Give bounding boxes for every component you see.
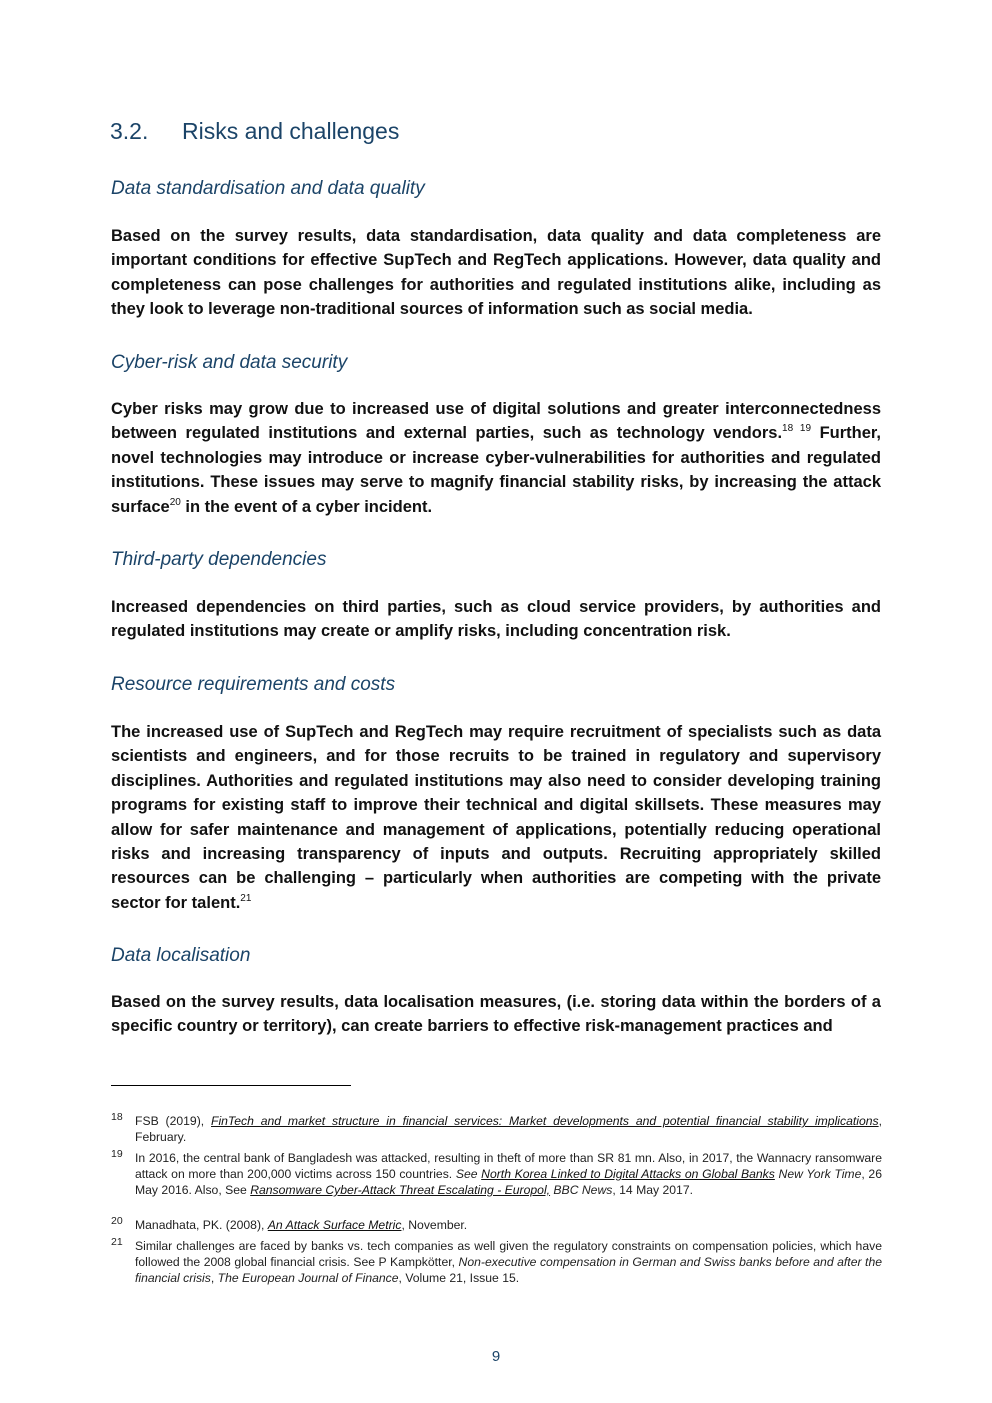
- paragraph-text: in the event of a cyber incident.: [180, 497, 433, 516]
- footnote-link[interactable]: FinTech and market structure in financial services: Market developments and potential financial stability implications: [211, 1114, 879, 1128]
- subheading-cyber-risk: Cyber-risk and data security: [111, 352, 348, 373]
- footnote-18: 18 FSB (2019), FinTech and market structure in financial services: Market developments and potential financial stability implications, February.: [111, 1111, 883, 1144]
- paragraph-text: The increased use of SupTech and RegTech may require recruitment of specialists such as data scientists and engineers, and for those recruits to be trained in regulatory and supervisory disciplines. Authorities and regulated institutions may also need to consider developing training programs for existing staff to improve their technical and digital skillsets. These measures may allow for safer maintenance and management of applications, potentially reducing operational risks and increasing transparency of inputs and outputs. Recruiting appropriately skilled resources can be challenging – particularly when authorities are competing with the private sector for talent.: [111, 723, 881, 912]
- paragraph-text: Further, novel technologies may introduce or increase cyber-vulnerabilities for authorities and regulated institutions. These issues may serve to magnify financial stability risks, by increasing the attack surface: [111, 424, 881, 516]
- footnote-number: 18: [111, 1111, 123, 1123]
- footnote-link[interactable]: Ransomware Cyber-Attack Threat Escalating - Europol,: [250, 1183, 551, 1197]
- footnote-number: 19: [111, 1148, 123, 1160]
- section-title: Risks and challenges: [182, 118, 400, 144]
- footnote-ref-20[interactable]: 20: [169, 496, 181, 508]
- paragraph-data-standardisation: Based on the survey results, data standardisation, data quality and data completeness are important conditions for effective SupTech and RegTech applications. However, data quality and completeness can pose challenges for authorities and regulated institutions alike, including as they look to leverage non-traditional sources of information such as social media.: [111, 227, 881, 319]
- paragraph-resource-requirements: [111, 720, 881, 915]
- footnote-ref-19[interactable]: 19: [799, 423, 812, 435]
- footnote-19: 19 In 2016, the central bank of Bangladesh was attacked, resulting in theft of more than SR 81 mn. Also, in 2017, the Wannacry ransomware attack on more than 200,000 victims across 150 countries. See North Korea Linked to Digital Attacks on Global Banks New York Time, 26 May 2016. Also, See Ransomware Cyber-Attack Threat Escalating - Europol, BBC News, 14 May 2017.: [111, 1148, 882, 1197]
- footnote-ref-21[interactable]: 21: [240, 892, 252, 904]
- subheading-data-standardisation: Data standardisation and data quality: [111, 178, 425, 199]
- paragraph-data-localisation: Based on the survey results, data localisation measures, (i.e. storing data within the borders of a specific country or territory), can create barriers to effective risk-management practices and: [111, 993, 881, 1036]
- paragraph-text: Cyber risks may grow due to increased use of digital solutions and greater interconnectedness between regulated institutions and external parties, such as technology vendors.: [111, 400, 881, 443]
- footnote-link[interactable]: An Attack Surface Metric: [267, 1218, 402, 1232]
- footnote-21: 21 Similar challenges are faced by banks vs. tech companies as well given the regulatory constraints on compensation policies, which have followed the 2008 global financial crisis. See P Kampkötter, Non-executive compensation in German and Swiss banks before and after the financial crisis, The European Journal of Finance, Volume 21, Issue 15.: [111, 1236, 882, 1285]
- page-number: 9: [491, 1348, 501, 1365]
- footnote-link[interactable]: North Korea Linked to Digital Attacks on Global Banks: [481, 1167, 775, 1181]
- subheading-resource-requirements: Resource requirements and costs: [111, 674, 396, 695]
- footnote-number: 20: [111, 1215, 123, 1227]
- paragraph-cyber-risk: [111, 397, 881, 519]
- subheading-data-localisation: Data localisation: [111, 945, 251, 966]
- subheading-third-party: Third-party dependencies: [111, 549, 327, 570]
- section-number: 3.2.: [110, 118, 149, 144]
- footnote-ref-18[interactable]: 18: [782, 423, 794, 435]
- footnote-separator: [111, 1085, 351, 1086]
- paragraph-third-party: Increased dependencies on third parties, such as cloud service providers, by authorities and regulated institutions may create or amplify risks, including concentration risk.: [111, 598, 881, 641]
- footnote-number: 21: [111, 1236, 123, 1248]
- section-heading: [110, 118, 399, 145]
- footnote-20: 20 Manadhata, PK. (2008), An Attack Surface Metric, November.: [111, 1215, 468, 1232]
